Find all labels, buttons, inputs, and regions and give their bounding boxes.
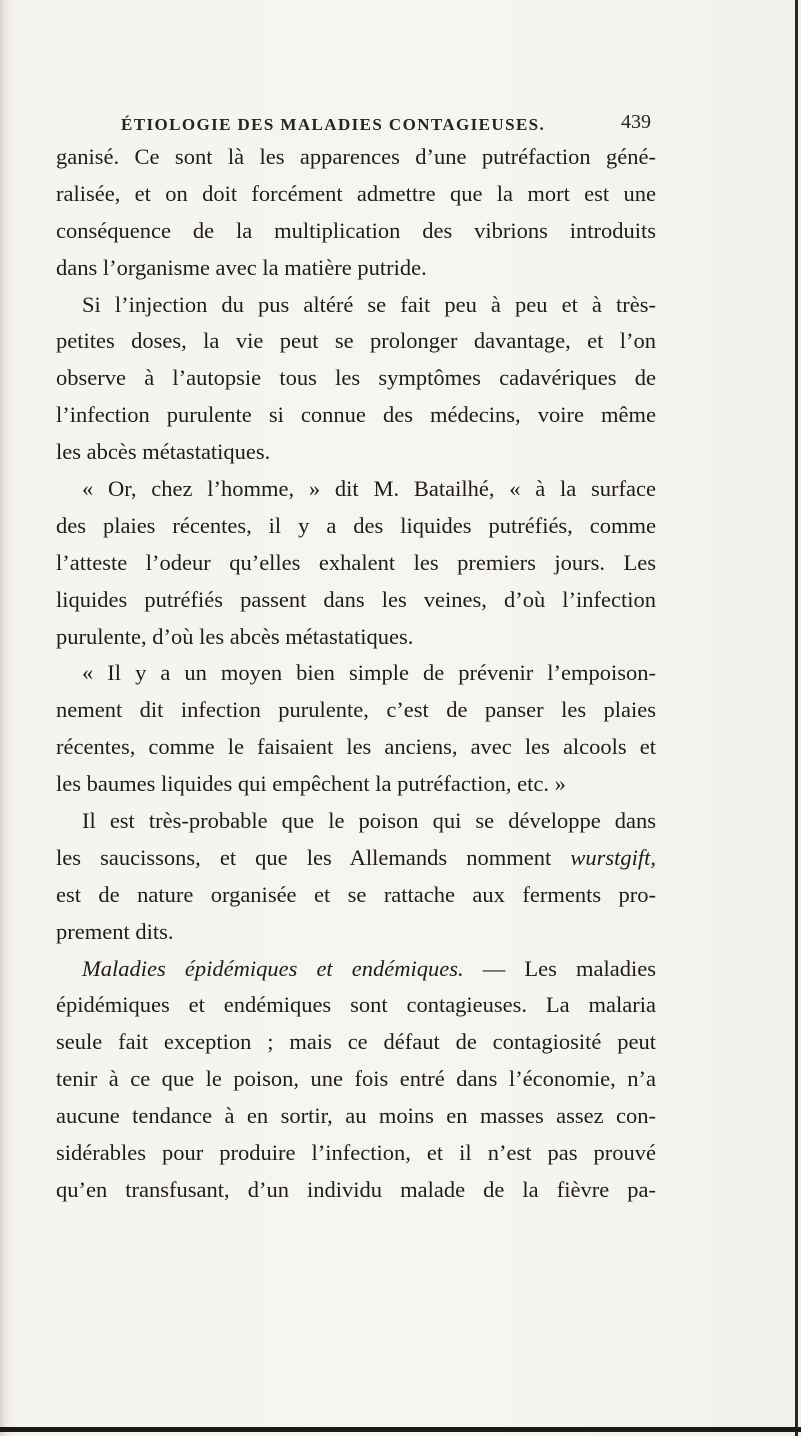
italic-term: wurstgift,: [570, 844, 656, 870]
text-line: petites doses, la vie peut se prolonger davantage, et l’on: [56, 328, 656, 354]
text-line: récentes, comme le faisaient les anciens, avec les alcools et: [56, 734, 656, 760]
text-line: prement dits.: [56, 918, 174, 944]
text-line: les baumes liquides qui empêchent la putréfaction, etc. »: [56, 771, 566, 797]
text-line: observe à l’autopsie tous les symptômes cadavériques de: [56, 365, 656, 391]
text-line: conséquence de la multiplication des vibrions introduits: [56, 217, 656, 243]
text-line: aucune tendance à en sortir, au moins en masses assez con-: [56, 1103, 656, 1129]
text-line: sidérables pour produire l’infection, et il n’est pas prouvé: [56, 1140, 656, 1166]
text-line: les abcès métastatiques.: [56, 439, 271, 465]
text-span: les saucissons, et que les Allemands nomment: [56, 844, 571, 870]
text-line: liquides putréfiés passent dans les veines, d’où l’infection: [56, 586, 656, 612]
page-gutter: [0, 0, 6, 1436]
page-number: 439: [621, 111, 651, 133]
text-line: qu’en transfusant, d’un individu malade de la fièvre pa-: [56, 1176, 656, 1202]
text-line: nement dit infection purulente, c’est de panser les plaies: [56, 697, 656, 723]
text-line: l’infection purulente si connue des médecins, voire même: [56, 402, 656, 428]
body-text: [56, 139, 656, 1209]
text-line: tenir à ce que le poison, une fois entré dans l’économie, n’a: [56, 1066, 656, 1092]
text-line: [56, 840, 656, 877]
text-line: « Or, chez l’homme, » dit M. Batailhé, « à la surface: [82, 476, 656, 502]
text-line: « Il y a un moyen bien simple de prévenir l’empoison-: [82, 660, 656, 686]
running-header: [121, 111, 651, 141]
text-line: des plaies récentes, il y a des liquides putréfiés, comme: [56, 512, 656, 538]
text-line: purulente, d’où les abcès métastatiques.: [56, 623, 414, 649]
text-span: — Les maladies: [463, 955, 656, 981]
text-line: épidémiques et endémiques sont contagieuses. La malaria: [56, 992, 656, 1018]
running-title: ÉTIOLOGIE DES MALADIES CONTAGIEUSES.: [121, 115, 546, 134]
text-line: Il est très-probable que le poison qui se développe dans: [82, 808, 656, 834]
text-line: ganisé. Ce sont là les apparences d’une putréfaction géné-: [56, 144, 656, 169]
text-line: est de nature organisée et se rattache aux ferments pro-: [56, 881, 656, 907]
section-heading: Maladies épidémiques et endémiques.: [82, 955, 464, 981]
bottom-border-rule: [0, 1427, 801, 1432]
text-line: l’atteste l’odeur qu’elles exhalent les premiers jours. Les: [56, 549, 656, 575]
text-line: Si l’injection du pus altéré se fait peu à peu et à très-: [82, 291, 656, 317]
text-line: ralisée, et on doit forcément admettre que la mort est une: [56, 180, 656, 206]
text-line: [56, 951, 656, 988]
right-border-rule: [795, 0, 798, 1436]
text-line: dans l’organisme avec la matière putride.: [56, 254, 427, 280]
text-line: seule fait exception ; mais ce défaut de contagiosité peut: [56, 1029, 656, 1055]
